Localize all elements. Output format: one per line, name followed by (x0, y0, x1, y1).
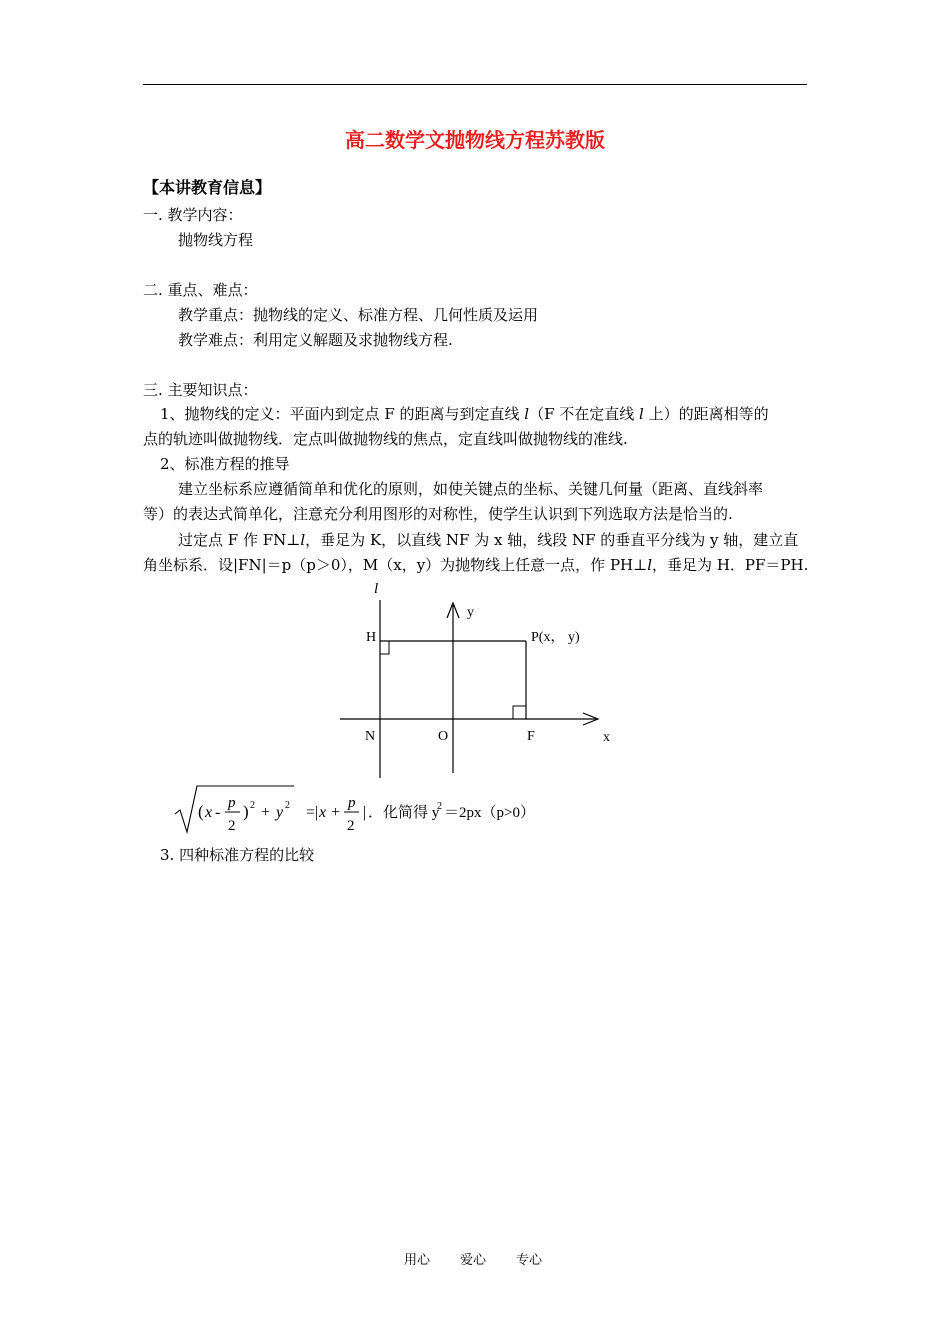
construction-line-1: 过定点 F 作 FN⊥l，垂足为 K，以直线 NF 为 x 轴，线段 NF 的垂直平分线为 y 轴，建立直 (178, 531, 799, 549)
definition-line-2: 点的轨迹叫做抛物线．定点叫做抛物线的焦点，定直线叫做抛物线的准线. (143, 430, 628, 448)
footer-text-3: 专心 (516, 1253, 543, 1268)
label-H: H (366, 630, 377, 645)
svg-text:＝2px（p>0）: ＝2px（p>0） (444, 805, 535, 821)
coordinate-principle-line-2: 等）的表达式简单化，注意充分利用图形的对称性，使学生认识到下列选取方法是恰当的. (143, 505, 733, 523)
parabola-coordinate-diagram (330, 575, 620, 785)
svg-text:|: | (363, 804, 367, 821)
label-O: O (438, 729, 449, 744)
svg-text:x: x (319, 804, 327, 821)
svg-text:．化简得 y: ．化简得 y (368, 805, 440, 821)
svg-text:2: 2 (437, 801, 442, 812)
page-title: 高二数学文抛物线方程苏教版 (345, 128, 605, 152)
section-header-info: 【本讲教育信息】 (143, 178, 272, 197)
label-l: l (374, 581, 379, 597)
label-y: y (467, 605, 474, 620)
svg-text:p: p (348, 795, 356, 811)
label-x: x (603, 730, 610, 745)
svg-text:+: + (261, 804, 271, 821)
right-angle-H (380, 641, 389, 654)
svg-text:y: y (276, 804, 284, 821)
coordinate-principle-line-1: 建立坐标系应遵循简单和优化的原则，如使关键点的坐标、关键几何量（距离、直线斜率 (178, 480, 764, 498)
derivation-heading: 2、标准方程的推导 (160, 455, 290, 473)
svg-text:p: p (228, 795, 236, 811)
svg-text:-: - (215, 804, 221, 821)
definition-line-1: 1、抛物线的定义：平面内到定点 F 的距离与到定直线 l（F 不在定直线 l 上）的距离相等的 (160, 405, 769, 423)
svg-text:2: 2 (285, 800, 290, 811)
right-angle-F (513, 706, 526, 719)
section-1-content: 抛物线方程 (178, 231, 254, 249)
svg-text:(: ( (198, 802, 204, 821)
svg-text:=|: =| (306, 804, 319, 821)
section-2-heading: 二. 重点、难点： (143, 281, 258, 299)
construction-line-2: 角坐标系．设|FN|＝p（p＞0），M（x，y）为抛物线上任意一点，作 PH⊥l，垂足为 H．PF＝PH. (143, 556, 809, 574)
header-rule (143, 84, 807, 85)
four-standard-equations-heading: 3. 四种标准方程的比较 (160, 846, 315, 864)
section-3-heading: 三. 主要知识点： (143, 381, 258, 399)
svg-text:x: x (205, 804, 213, 821)
distance-formula (170, 782, 560, 840)
section-2-difficult-points: 教学难点：利用定义解题及求抛物线方程. (178, 331, 453, 349)
section-1-heading: 一. 教学内容： (143, 206, 243, 224)
label-P: P(x， y) (531, 630, 580, 645)
svg-text:2: 2 (228, 818, 236, 834)
svg-text:+: + (331, 804, 341, 821)
section-2-key-points: 教学重点：抛物线的定义、标准方程、几何性质及运用 (178, 306, 539, 324)
svg-text:2: 2 (347, 818, 355, 834)
footer-text-1: 用心 (404, 1253, 431, 1268)
svg-text:2: 2 (250, 800, 255, 811)
label-F: F (527, 729, 535, 744)
svg-text:): ) (243, 802, 249, 821)
label-N: N (365, 729, 376, 744)
footer-text-2: 爱心 (460, 1253, 487, 1268)
